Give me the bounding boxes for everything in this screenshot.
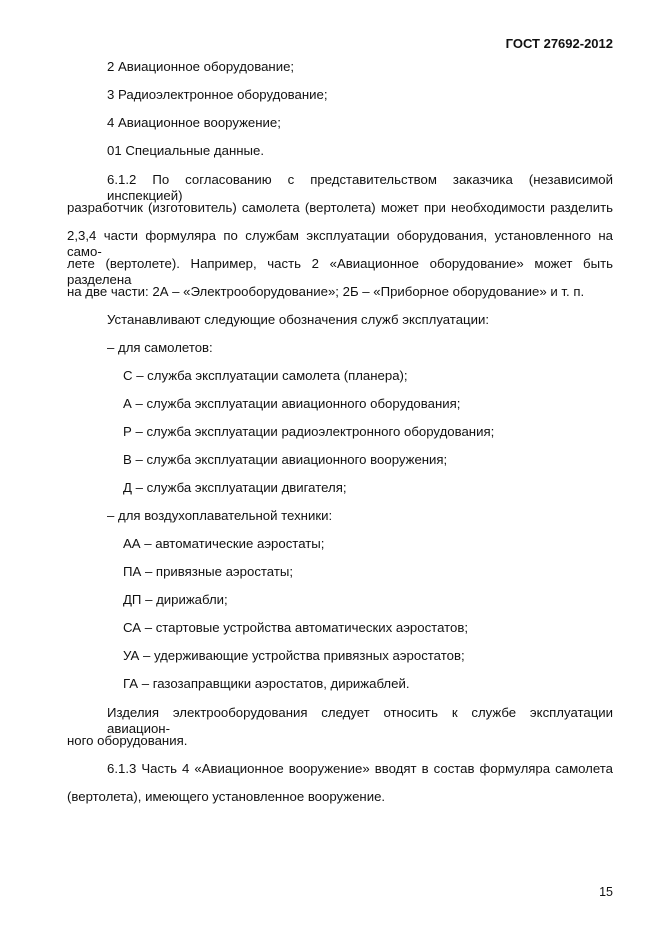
- text-line: 4 Авиационное вооружение;: [107, 115, 281, 130]
- list-item: ГА – газозаправщики аэростатов, дирижаблей.: [123, 676, 410, 691]
- list-item: АА – автоматические аэростаты;: [123, 536, 325, 551]
- list-item: А – служба эксплуатации авиационного оборудования;: [123, 396, 461, 411]
- text-line: (вертолета), имеющего установленное вооружение.: [67, 789, 386, 804]
- text-line: 2 Авиационное оборудование;: [107, 59, 295, 74]
- page-number: 15: [599, 885, 613, 899]
- text-line: ного оборудования.: [67, 733, 188, 748]
- text-line: разработчик (изготовитель) самолета (вертолета) может при необходимости разделить: [67, 200, 613, 215]
- text-line: – для самолетов:: [107, 340, 213, 355]
- list-item: ДП – дирижабли;: [123, 592, 228, 607]
- text-line: 2,3,4 части формуляра по службам эксплуатации оборудования, установленного на само-: [67, 228, 613, 259]
- text-line: лете (вертолете). Например, часть 2 «Авиационное оборудование» может быть разделена: [67, 256, 613, 287]
- text-line: – для воздухоплавательной техники:: [107, 508, 333, 523]
- list-item: Д – служба эксплуатации двигателя;: [123, 480, 347, 495]
- text-line: 6.1.3 Часть 4 «Авиационное вооружение» вводят в состав формуляра самолета: [107, 761, 613, 776]
- list-item: В – служба эксплуатации авиационного вооружения;: [123, 452, 448, 467]
- list-item: ПА – привязные аэростаты;: [123, 564, 294, 579]
- text-line: на две части: 2А – «Электрооборудование»; 2Б – «Приборное оборудование» и т. п.: [67, 284, 585, 299]
- text-line: Изделия электрооборудования следует относить к службе эксплуатации авиацион-: [107, 705, 613, 736]
- list-item: С – служба эксплуатации самолета (планера);: [123, 368, 408, 383]
- text-line: 6.1.2 По согласованию с представительством заказчика (независимой инспекцией): [107, 172, 613, 203]
- text-line: 3 Радиоэлектронное оборудование;: [107, 87, 328, 102]
- text-line: 01 Специальные данные.: [107, 143, 264, 158]
- list-item: СА – стартовые устройства автоматических аэростатов;: [123, 620, 469, 635]
- document-header: ГОСТ 27692-2012: [505, 36, 613, 51]
- list-item: УА – удерживающие устройства привязных аэростатов;: [123, 648, 465, 663]
- list-item: Р – служба эксплуатации радиоэлектронного оборудования;: [123, 424, 495, 439]
- text-line: Устанавливают следующие обозначения служб эксплуатации:: [107, 312, 489, 327]
